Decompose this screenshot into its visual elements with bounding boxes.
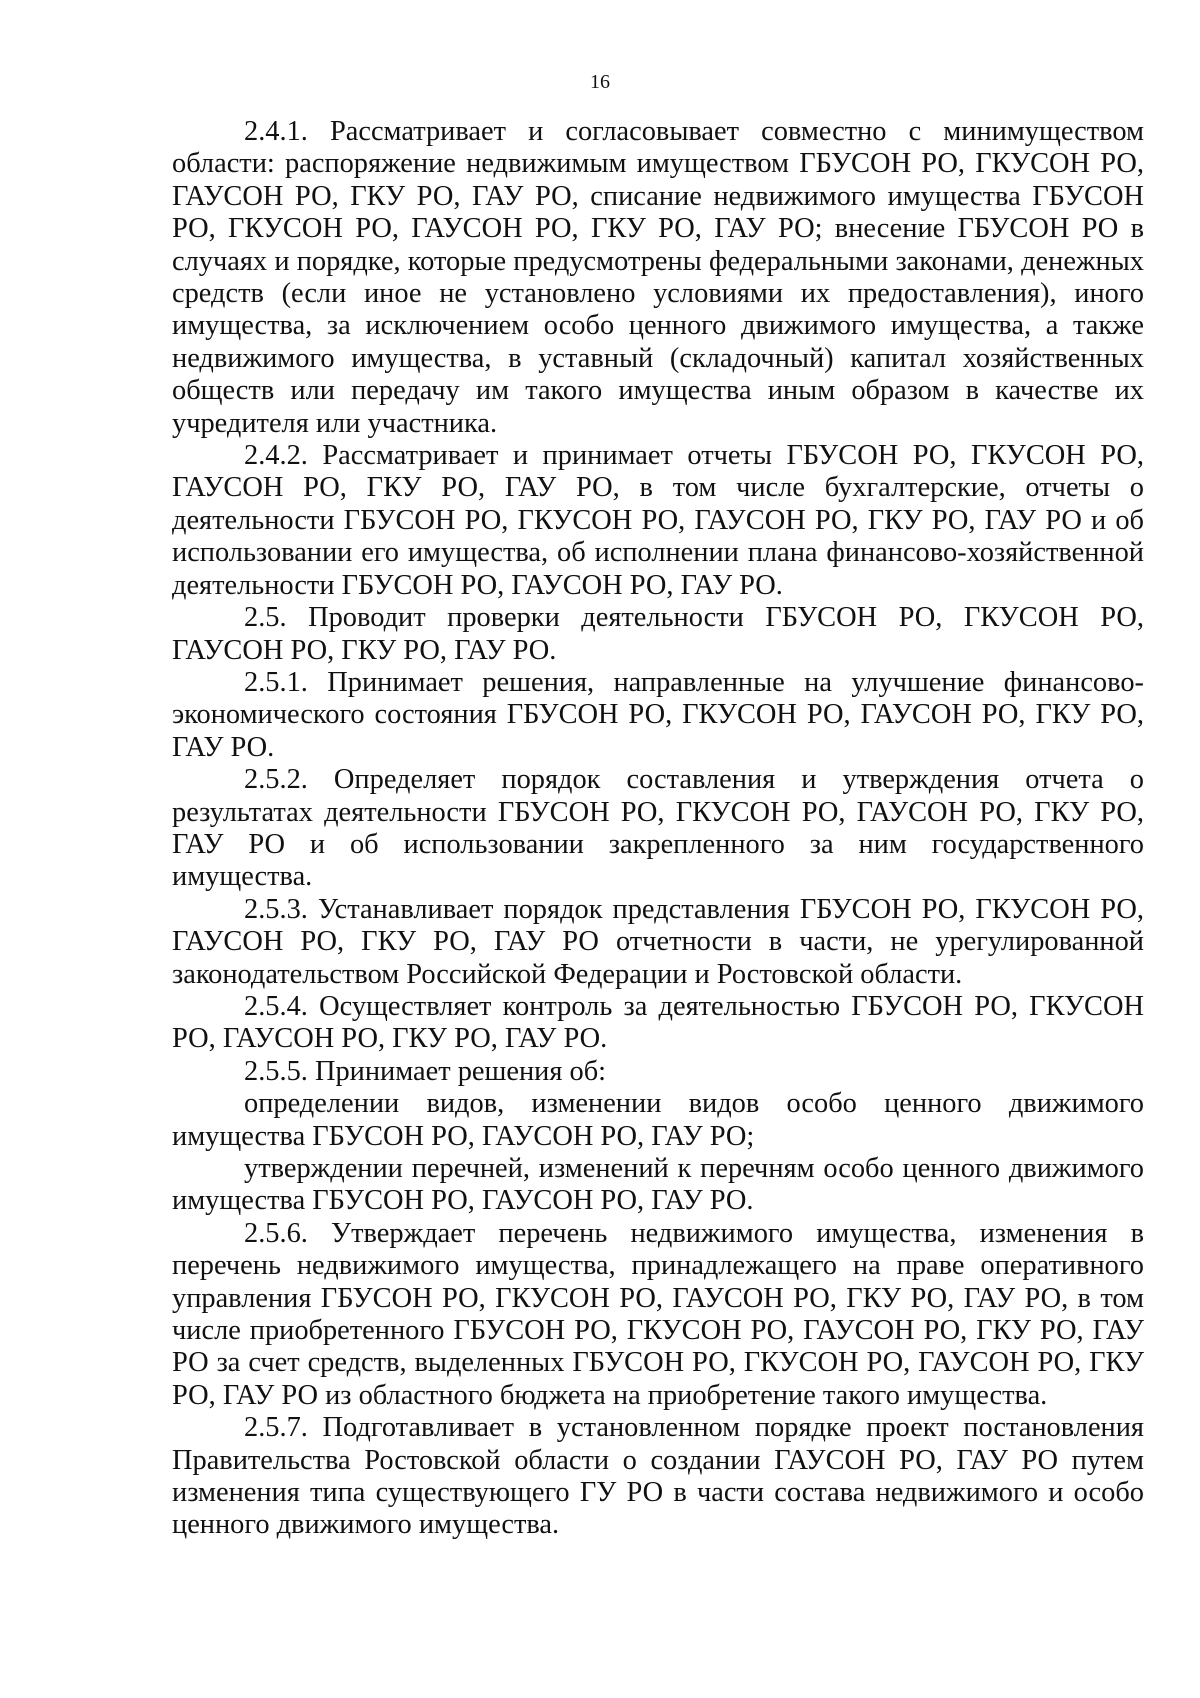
paragraph-2-5-2: 2.5.2. Определяет порядок составления и утверждения отчета о результатах деятельности ГБУСОН РО, ГКУСОН РО, ГАУСОН РО, ГКУ РО, ГАУ РО и об использовании закрепленного за ним государственного имущества.: [172, 764, 1144, 893]
paragraph-2-5-5: 2.5.5. Принимает решения об:: [244, 1055, 607, 1087]
page-number: 16: [590, 71, 610, 93]
paragraph-2-4-1: 2.4.1. Рассматривает и согласовывает совместно с минимуществом области: распоряжение недвижимым имуществом ГБУСОН РО, ГКУСОН РО, ГАУСОН РО, ГКУ РО, ГАУ РО, списание недвижимого имущества ГБУСОН РО, ГКУСОН РО, ГАУСОН РО, ГКУ РО, ГАУ РО; внесение ГБУСОН РО в случаях и порядке, которые предусмотрены федеральными законами, денежных средств (если иное не установлено условиями их предоставления), иного имущества, за исключением особо ценного движимого имущества, а также недвижимого имущества, в уставный (складочный) капитал хозяйственных обществ или передачу им такого имущества иным образом в качестве их учредителя или участника.: [172, 116, 1144, 439]
paragraph-2-5-5-item-2: утверждении перечней, изменений к перечням особо ценного движимого имущества ГБУСОН РО, ГАУСОН РО, ГАУ РО.: [172, 1153, 1144, 1217]
paragraph-2-5-1: 2.5.1. Принимает решения, направленные на улучшение финансово-экономического состояния ГБУСОН РО, ГКУСОН РО, ГАУСОН РО, ГКУ РО, ГАУ РО.: [172, 666, 1144, 763]
paragraph-2-5: 2.5. Проводит проверки деятельности ГБУСОН РО, ГКУСОН РО, ГАУСОН РО, ГКУ РО, ГАУ РО.: [172, 602, 1144, 666]
paragraph-2-5-6: 2.5.6. Утверждает перечень недвижимого имущества, изменения в перечень недвижимого имущества, принадлежащего на праве оперативного управления ГБУСОН РО, ГКУСОН РО, ГАУСОН РО, ГКУ РО, ГАУ РО, в том числе приобретенного ГБУСОН РО, ГКУСОН РО, ГАУСОН РО, ГКУ РО, ГАУ РО за счет средств, выделенных ГБУСОН РО, ГКУСОН РО, ГАУСОН РО, ГКУ РО, ГАУ РО из областного бюджета на приобретение такого имущества.: [172, 1217, 1144, 1411]
paragraph-2-5-7: 2.5.7. Подготавливает в установленном порядке проект постановления Правительства Ростовской области о создании ГАУСОН РО, ГАУ РО путем изменения типа существующего ГУ РО в части состава недвижимого и особо ценного движимого имущества.: [172, 1412, 1144, 1541]
document-body: [172, 116, 1144, 1542]
paragraph-2-5-3: 2.5.3. Устанавливает порядок представления ГБУСОН РО, ГКУСОН РО, ГАУСОН РО, ГКУ РО, ГАУ РО отчетности в части, не урегулированной законодательством Российской Федерации и Ростовской области.: [172, 893, 1144, 990]
paragraph-2-5-4: 2.5.4. Осуществляет контроль за деятельностью ГБУСОН РО, ГКУСОН РО, ГАУСОН РО, ГКУ РО, ГАУ РО.: [172, 990, 1144, 1055]
paragraph-2-4-2: 2.4.2. Рассматривает и принимает отчеты ГБУСОН РО, ГКУСОН РО, ГАУСОН РО, ГКУ РО, ГАУ РО, в том числе бухгалтерские, отчеты о деятельности ГБУСОН РО, ГКУСОН РО, ГАУСОН РО, ГКУ РО, ГАУ РО и об использовании его имущества, об исполнении плана финансово-хозяйственной деятельности ГБУСОН РО, ГАУСОН РО, ГАУ РО.: [172, 440, 1144, 601]
paragraph-2-5-5-item-1: определении видов, изменении видов особо ценного движимого имущества ГБУСОН РО, ГАУСОН РО, ГАУ РО;: [172, 1088, 1144, 1152]
